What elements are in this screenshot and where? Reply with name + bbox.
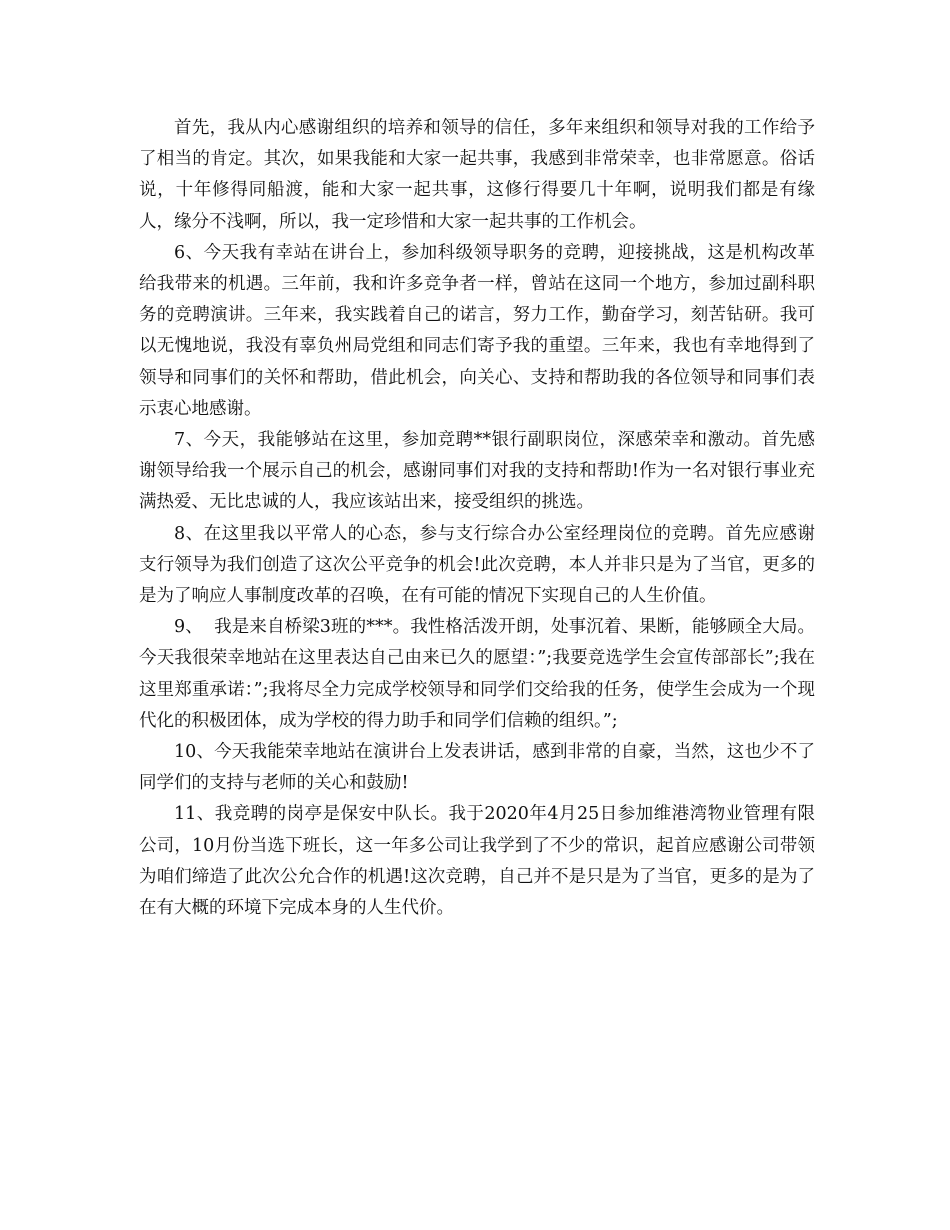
paragraph-8: 8、在这里我以平常人的心态，参与支行综合办公室经理岗位的竞聘。首先应感谢支行领导为我们创造了这次公平竞争的机会!此次竞聘，本人并非只是为了当官，更多的是为了响应人事制度改革的召唤，在有可能的情况下实现自己的人生价值。 — [139, 523, 815, 607]
paragraph-9: 9、 我是来自桥梁3班的***。我性格活泼开朗，处事沉着、果断，能够顾全大局。今天我很荣幸地站在这里表达自己由来已久的愿望：”;我要竞选学生会宣传部部长”;我在这里郑重承诺：”;我将尽全力完成学校领导和同学们交给我的任务，使学生会成为一个现代化的积极团体，成为学校的得力助手和同学们信赖的组织。”; — [139, 617, 815, 731]
paragraph-6: 6、今天我有幸站在讲台上，参加科级领导职务的竞聘，迎接挑战，这是机构改革给我带来的机遇。三年前，我和许多竞争者一样，曾站在这同一个地方，参加过副科职务的竞聘演讲。三年来，我实践着自己的诺言，努力工作，勤奋学习，刻苦钻研。我可以无愧地说，我没有辜负州局党组和同志们寄予我的重望。三年来，我也有幸地得到了领导和同事们的关怀和帮助，借此机会，向关心、支持和帮助我的各位领导和同事们表示衷心地感谢。 — [139, 242, 815, 419]
paragraph-7: 7、今天，我能够站在这里，参加竞聘**银行副职岗位，深感荣幸和激动。首先感谢领导给我一个展示自己的机会，感谢同事们对我的支持和帮助!作为一名对银行事业充满热爱、无比忠诚的人，我应该站出来，接受组织的挑选。 — [139, 430, 815, 513]
document-body — [139, 113, 815, 924]
paragraph-11: 11、我竞聘的岗亭是保安中队长。我于2020年4月25日参加维港湾物业管理有限公司，10月份当选下班长，这一年多公司让我学到了不少的常识，起首应感谢公司带领为咱们缔造了此次公允合作的机遇!这次竞聘，自己并不是只是为了当官，更多的是为了在有大概的环境下完成本身的人生代价。 — [139, 804, 815, 919]
paragraph-intro: 首先，我从内心感谢组织的培养和领导的信任，多年来组织和领导对我的工作给予了相当的肯定。其次，如果我能和大家一起共事，我感到非常荣幸，也非常愿意。俗话说，十年修得同船渡，能和大家一起共事，这修行得要几十年啊，说明我们都是有缘人，缘分不浅啊，所以，我一定珍惜和大家一起共事的工作机会。 — [139, 118, 815, 232]
paragraph-10: 10、今天我能荣幸地站在演讲台上发表讲话，感到非常的自豪，当然，这也少不了同学们的支持与老师的关心和鼓励! — [139, 742, 815, 794]
